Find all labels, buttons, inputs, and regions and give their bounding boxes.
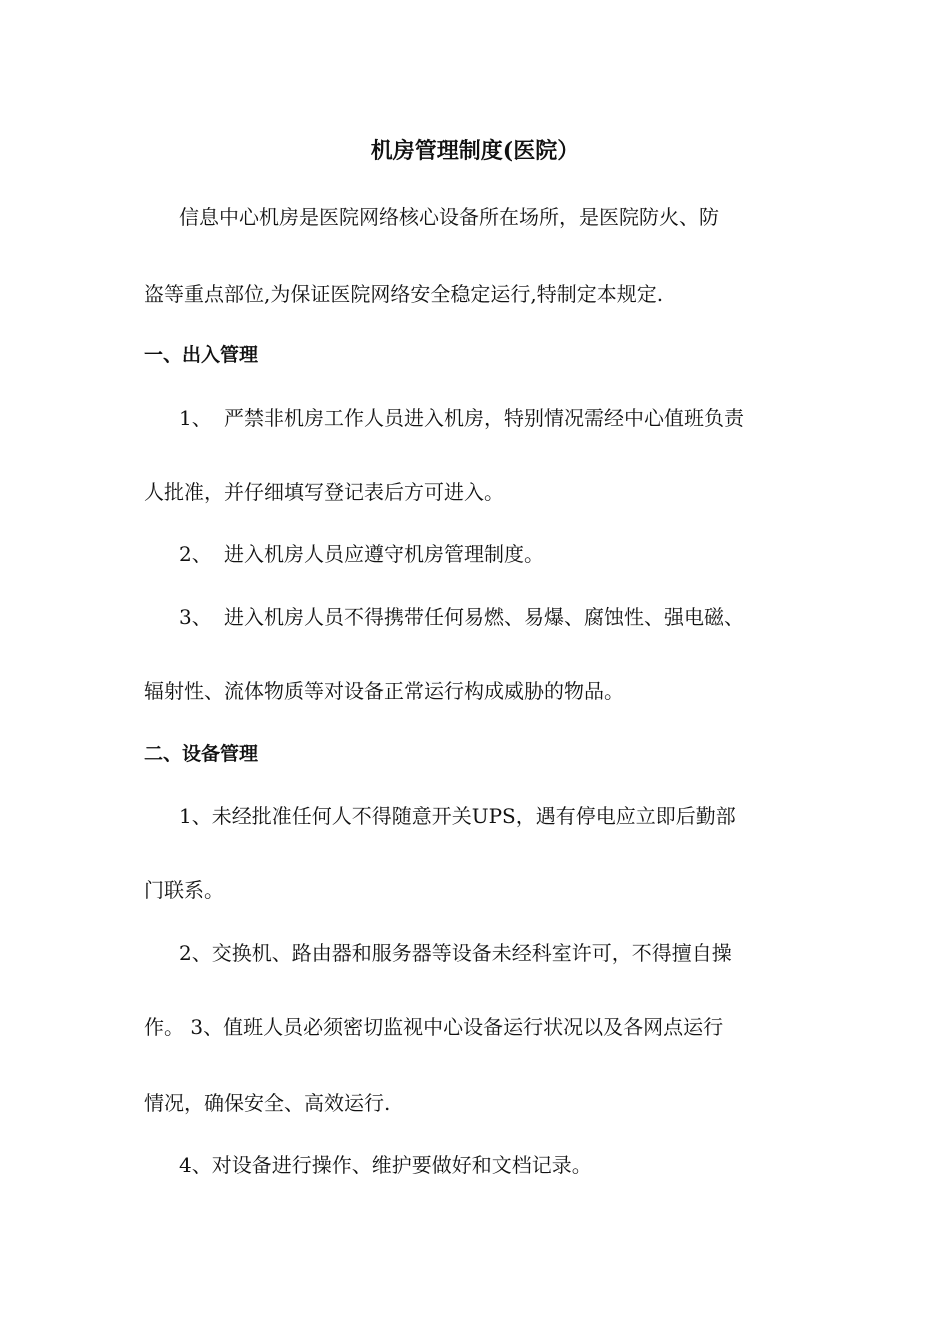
- item-text: 进入机房人员不得携带任何易燃、易爆、腐蚀性、强电磁、: [224, 605, 744, 629]
- item-number: 1、: [179, 406, 212, 430]
- item-number: 2、: [179, 542, 212, 566]
- item-text: 严禁非机房工作人员进入机房，特别情况需经中心值班负责: [224, 406, 744, 430]
- equipment-line-4: 作。 3、值班人员必须密切监视中心设备运行状况以及各网点运行: [144, 1015, 724, 1039]
- document-title: 机房管理制度(医院）: [370, 138, 580, 164]
- equipment-line-6: 4、对设备进行操作、维护要做好和文档记录。: [179, 1153, 592, 1177]
- section-heading-access: 一、出入管理: [144, 344, 259, 366]
- access-item-1: [144, 404, 849, 432]
- access-item-1-cont: 人批准，并仔细填写登记表后方可进入。: [144, 480, 504, 504]
- access-item-2: [144, 540, 849, 568]
- equipment-line-3: 2、交换机、路由器和服务器等设备未经科室许可，不得擅自操: [179, 941, 732, 965]
- access-item-3-cont: 辐射性、流体物质等对设备正常运行构成威胁的物品。: [144, 679, 624, 703]
- equipment-line-2: 门联系。: [144, 878, 224, 902]
- equipment-line-1: 1、未经批准任何人不得随意开关UPS，遇有停电应立即后勤部: [179, 804, 736, 828]
- equipment-line-5: 情况，确保安全、高效运行.: [144, 1091, 391, 1115]
- access-item-3: [144, 603, 849, 631]
- item-text: 进入机房人员应遵守机房管理制度。: [224, 542, 544, 566]
- intro-line-2: 盗等重点部位,为保证医院网络安全稳定运行,特制定本规定.: [144, 282, 664, 306]
- intro-line-1: 信息中心机房是医院网络核心设备所在场所，是医院防火、防: [179, 205, 719, 229]
- section-heading-equipment: 二、设备管理: [144, 743, 259, 765]
- item-number: 3、: [179, 605, 212, 629]
